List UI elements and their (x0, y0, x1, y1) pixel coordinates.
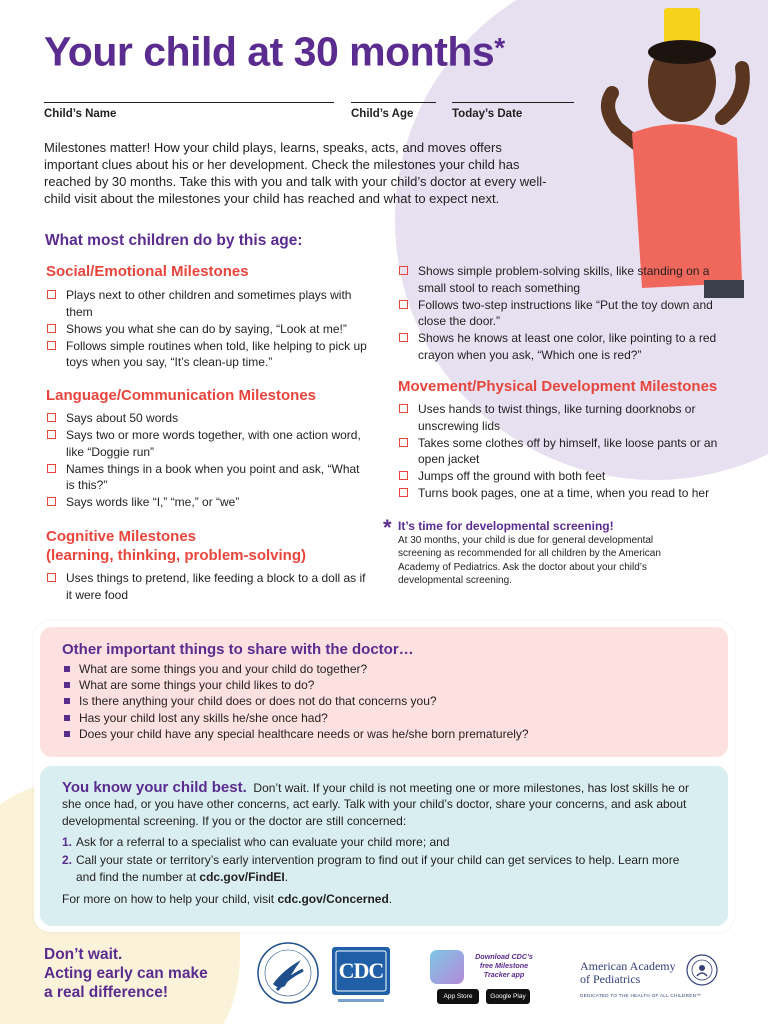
checklist-item[interactable]: Names things in a book when you point and ask, “What is this?” (46, 461, 371, 494)
checkbox[interactable] (47, 464, 56, 473)
intro-paragraph: Milestones matter! How your child plays, learns, speaks, acts, and moves offers important clues about his or her development. Check the milestones your child has reached by 30 months. Take this with you and talk with your child’s doctor at every well-child visit about the milestones your child has reached and what to expect next. (44, 140, 547, 206)
know-your-child-lead: You know your child best. (62, 779, 247, 796)
bullet-icon (64, 715, 70, 721)
asterisk-icon: * (383, 515, 392, 540)
cdc-logo: CDC (332, 947, 390, 1009)
step-item: 2. Call your state or territory’s early intervention program to find out if your child can get services to help. Learn more and find the number at cdc.gov/FindEI. (62, 853, 680, 884)
milestone-tracker-app-icon[interactable] (430, 950, 464, 984)
checklist-item[interactable]: Shows simple problem-solving skills, like standing on a small stool to reach something (398, 263, 718, 296)
checklist-item[interactable]: Turns book pages, one at a time, when you read to her (398, 485, 718, 502)
hhs-logo (255, 940, 321, 1006)
other-things-title: Other important things to share with the doctor… (62, 641, 414, 658)
language-list (46, 410, 371, 511)
checkbox[interactable] (399, 404, 408, 413)
bullet-icon (64, 731, 70, 737)
checkbox[interactable] (47, 430, 56, 439)
screening-body: At 30 months, your child is due for general developmental screening as recommended for all children by the American Academy of Pediatrics. Ask the doctor about your child’s developmental screening. (398, 535, 661, 586)
list-item: What are some things you and your child do together? (62, 661, 712, 677)
checkbox[interactable] (399, 471, 408, 480)
cognitive-continued (398, 263, 718, 364)
bullet-icon (64, 666, 70, 672)
checklist-item[interactable]: Shows you what she can do by saying, “Look at me!” (46, 321, 371, 338)
what-most-heading: What most children do by this age: (45, 232, 303, 249)
checklist-item[interactable]: Uses things to pretend, like feeding a block to a doll as if it were food (46, 570, 371, 603)
know-your-child-text: You know your child best. Don’t wait. If your child is not meeting one or more milestones, has lost skills he or she once had, or you have other concerns, act early. Talk with your child’s doctor, share your concerns, and ask about developmental screening. If you or the doctor are still concerned: 1. Ask for a referral to a specialist who can evaluate your child more; and 2. Call your state or territory’s early intervention program to find out if your child can get services to help. Learn more and find the number at cdc.gov/FindEI. For more on how to help your child, visit cdc.gov/Concerned. (62, 780, 702, 907)
checklist-item[interactable]: Follows two-step instructions like “Put the toy down and close the door.” (398, 297, 718, 330)
list-item: What are some things your child likes to do? (62, 677, 712, 693)
more-info-line: For more on how to help your child, visit cdc.gov/Concerned. (62, 891, 393, 906)
screening-title: It’s time for developmental screening! (398, 519, 614, 533)
social-list (46, 287, 371, 371)
checkbox[interactable] (47, 497, 56, 506)
checkbox[interactable] (399, 300, 408, 309)
movement-list (398, 401, 718, 502)
app-download-text: Download CDC’s free Milestone Tracker app (475, 952, 533, 979)
checkbox[interactable] (47, 573, 56, 582)
other-things-panel (40, 627, 728, 757)
checkbox[interactable] (399, 333, 408, 342)
page-title: Your child at 30 months* (44, 28, 505, 75)
other-things-list (62, 661, 712, 742)
step-item: 1. Ask for a referral to a specialist who can evaluate your child more; and (62, 835, 450, 850)
checkbox[interactable] (47, 341, 56, 350)
checklist-item[interactable]: Says two or more words together, with one action word, like “Doggie run” (46, 427, 371, 460)
checklist-item[interactable]: Follows simple routines when told, like helping to pick up toys when you say, “It’s clean-up time.” (46, 338, 371, 371)
google-play-badge[interactable]: Google Play (486, 989, 530, 1004)
checkbox[interactable] (47, 413, 56, 422)
child-photo (572, 8, 762, 298)
concerned-link[interactable]: cdc.gov/Concerned (277, 891, 389, 906)
bullet-icon (64, 698, 70, 704)
checklist-item[interactable]: Says about 50 words (46, 410, 371, 427)
cognitive-title: Cognitive Milestones (46, 528, 197, 545)
findei-link[interactable]: cdc.gov/FindEI (199, 869, 285, 884)
movement-section (398, 377, 743, 502)
cdc-tagline-mark (338, 999, 384, 1002)
child-name-field[interactable]: Child’s Name (44, 108, 334, 120)
aap-seal-icon (686, 954, 718, 986)
checklist-item[interactable]: Shows he knows at least one color, like pointing to a red crayon when you ask, “Which one is red?” (398, 330, 718, 363)
todays-date-field[interactable]: Today’s Date (452, 108, 574, 120)
cognitive-subtitle: (learning, thinking, problem-solving) (46, 547, 307, 564)
list-item: Does your child have any special healthcare needs or was he/she born prematurely? (62, 726, 712, 742)
cognitive-cont-list (398, 263, 718, 363)
checkbox[interactable] (399, 488, 408, 497)
social-title: Social/Emotional Milestones (46, 263, 249, 280)
checkbox[interactable] (47, 324, 56, 333)
checklist-item[interactable]: Plays next to other children and sometimes plays with them (46, 287, 371, 320)
aap-tagline: DEDICATED TO THE HEALTH OF ALL CHILDREN™ (580, 993, 702, 998)
know-your-child-panel (40, 766, 728, 926)
list-item: Has your child lost any skills he/she once had? (62, 710, 712, 726)
language-title: Language/Communication Milestones (46, 387, 317, 404)
checklist-item[interactable]: Uses hands to twist things, like turning doorknobs or unscrewing lids (398, 401, 718, 434)
checklist-item[interactable]: Takes some clothes off by himself, like loose pants or an open jacket (398, 435, 718, 468)
cognitive-list (46, 570, 371, 603)
bullet-icon (64, 682, 70, 688)
dont-wait-slogan: Don’t wait. Acting early can make a real difference! (44, 946, 208, 1001)
list-item: Is there anything your child does or does not do that concerns you? (62, 693, 712, 709)
checkbox[interactable] (47, 290, 56, 299)
movement-title: Movement/Physical Development Milestones (398, 378, 718, 395)
app-store-badge[interactable]: App Store (437, 989, 479, 1004)
checklist-item[interactable]: Jumps off the ground with both feet (398, 468, 718, 485)
language-section (46, 386, 371, 511)
steps-list (62, 834, 702, 885)
child-age-field[interactable]: Child’s Age (351, 108, 436, 120)
checkbox[interactable] (399, 438, 408, 447)
aap-logo-text: American Academy of Pediatrics (580, 959, 676, 986)
social-section (46, 262, 371, 371)
checklist-item[interactable]: Says words like “I,” “me,” or “we” (46, 494, 371, 511)
checkbox[interactable] (399, 266, 408, 275)
cognitive-section (46, 527, 371, 604)
